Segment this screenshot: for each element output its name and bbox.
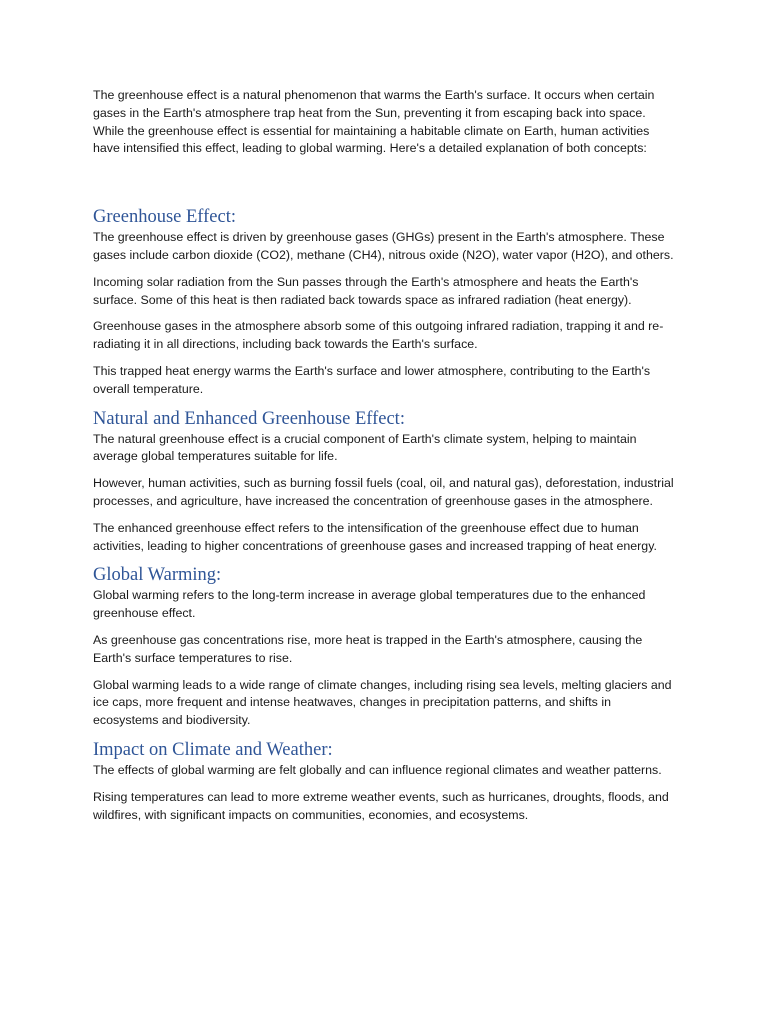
paragraph: As greenhouse gas concentrations rise, more heat is trapped in the Earth's atmosphere, causing the Earth's surface temperatures to rise. <box>93 632 643 665</box>
paragraph: Global warming leads to a wide range of climate changes, including rising sea levels, melting glaciers and ice caps, more frequent and intense heatwaves, changes in precipitation patterns, and shifts in ecosystems and biodiversity. <box>93 677 672 728</box>
paragraph: The natural greenhouse effect is a crucial component of Earth's climate system, helping to maintain average global temperatures suitable for life. <box>93 431 637 464</box>
paragraph: The greenhouse effect is driven by greenhouse gases (GHGs) present in the Earth's atmosphere. These gases include carbon dioxide (CO2), methane (CH4), nitrous oxide (N2O), water vapor (H2O), and others. <box>93 230 674 262</box>
paragraph: Greenhouse gases in the atmosphere absorb some of this outgoing infrared radiation, trapping it and re-radiating it in all directions, including back towards the Earth's surface. <box>93 319 664 352</box>
document-page <box>93 87 678 833</box>
section-impact-climate <box>93 739 678 824</box>
paragraph: However, human activities, such as burning fossil fuels (coal, oil, and natural gas), deforestation, industrial processes, and agriculture, have increased the concentration of greenhouse gases in the atmosphere. <box>93 476 674 508</box>
section-natural-enhanced <box>93 408 678 556</box>
section-heading: Greenhouse Effect: <box>93 207 236 228</box>
paragraph: The effects of global warming are felt globally and can influence regional climates and weather patterns. <box>93 762 662 777</box>
paragraph: This trapped heat energy warms the Earth's surface and lower atmosphere, contributing to the Earth's overall temperature. <box>93 363 651 396</box>
intro-paragraph: The greenhouse effect is a natural phenomenon that warms the Earth's surface. It occurs when certain gases in the Earth's atmosphere trap heat from the Sun, preventing it from escaping back into space. While the greenhouse effect is essential for maintaining a habitable climate on Earth, human activities have intensified this effect, leading to global warming. Here's a detailed explanation of both concepts: <box>93 88 655 156</box>
section-heading: Impact on Climate and Weather: <box>93 739 333 760</box>
section-heading: Natural and Enhanced Greenhouse Effect: <box>93 408 405 429</box>
section-global-warming <box>93 564 678 730</box>
paragraph: Rising temperatures can lead to more extreme weather events, such as hurricanes, droughts, floods, and wildfires, with significant impacts on communities, economies, and ecosystems. <box>93 789 669 822</box>
paragraph: Incoming solar radiation from the Sun passes through the Earth's atmosphere and heats the Earth's surface. Some of this heat is then radiated back towards space as infrared radiation (heat energy). <box>93 274 639 307</box>
section-heading: Global Warming: <box>93 565 222 586</box>
paragraph: Global warming refers to the long-term increase in average global temperatures due to the enhanced greenhouse effect. <box>93 588 646 621</box>
section-greenhouse-effect <box>93 206 678 398</box>
paragraph: The enhanced greenhouse effect refers to the intensification of the greenhouse effect due to human activities, leading to higher concentrations of greenhouse gases and increased trapping of heat energy. <box>93 520 657 553</box>
